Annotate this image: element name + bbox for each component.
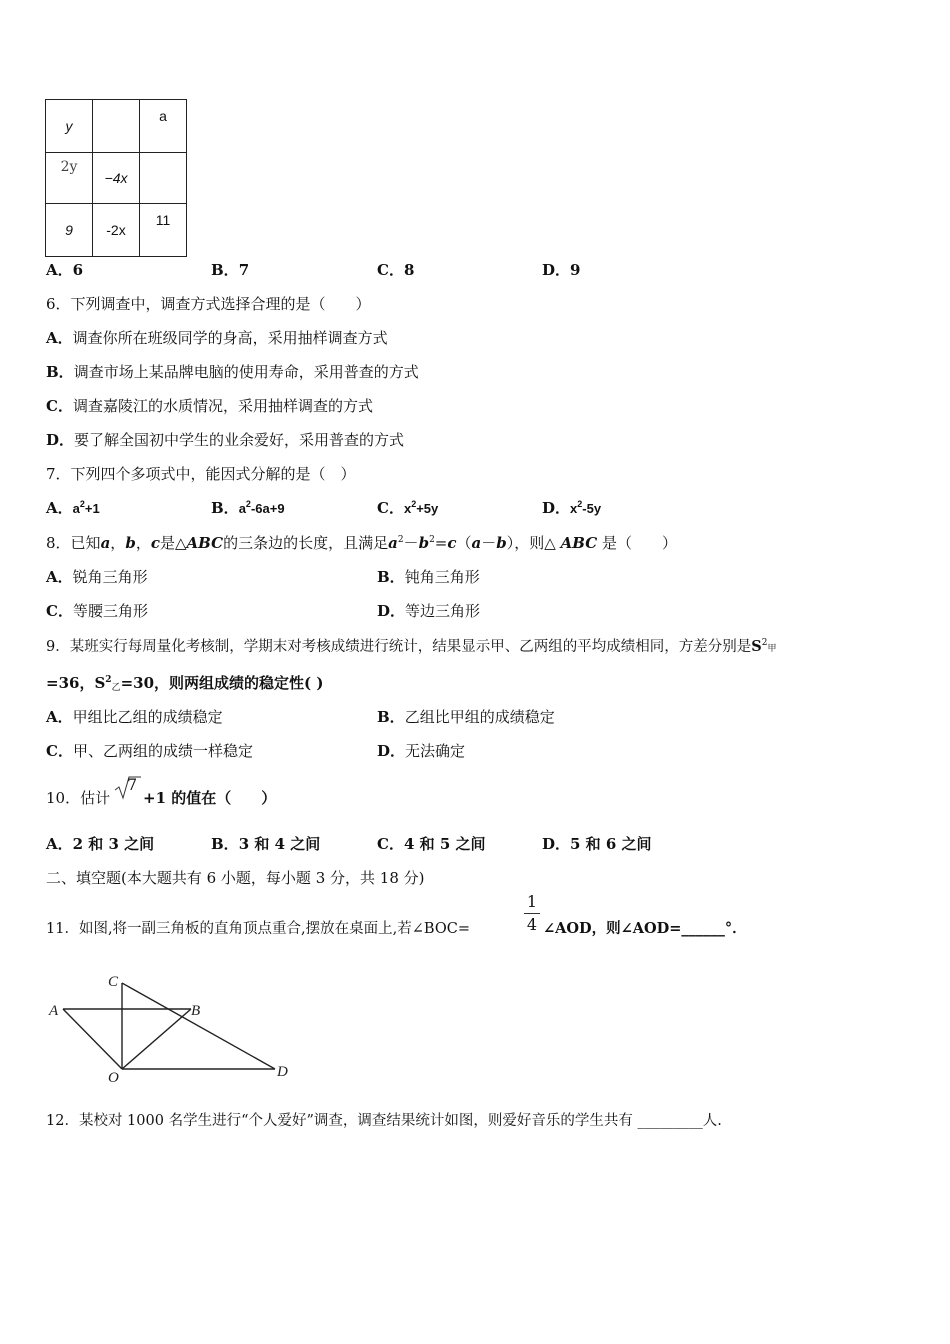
grid-cell: −4x: [93, 153, 140, 204]
sqrt-radicand: 7: [127, 775, 138, 794]
q7-stem: 7．下列四个多项式中，能因式分解的是（ ）: [46, 465, 356, 483]
grid-cell: [140, 153, 187, 204]
q11-stem-post: ∠AOD，则∠AOD=______°．: [543, 920, 747, 937]
label-B: B: [191, 1003, 201, 1019]
label-O: O: [108, 1070, 119, 1086]
q6-option-d: D．要了解全国初中学生的业余爱好，采用普查的方式: [46, 431, 405, 449]
section-heading: 二、填空题(本大题共有 6 小题，每小题 3 分，共 18 分): [46, 869, 425, 887]
grid-cell: 11: [140, 204, 187, 257]
grid-cell: a: [140, 100, 187, 153]
grid-cell: -2x: [93, 204, 140, 257]
grid-cell: 2y: [46, 153, 93, 204]
q8-stem: 8．已知a，b，c是△ABC的三条边的长度，且满足$a^2-b^2=c(a-b)$，则△ ABC 是（ ）: [46, 534, 677, 552]
q6-option-c: C．调查嘉陵江的水质情况，采用抽样调查的方式: [46, 397, 373, 415]
q10-stem-post: +1 的值在（ ）: [143, 789, 277, 807]
label-D: D: [277, 1064, 288, 1080]
option-letter: B．: [211, 261, 239, 279]
q11-stem-pre: 11．如图,将一副三角板的直角顶点重合,摆放在桌面上,若∠BOC=: [46, 921, 470, 937]
option-text: 9: [570, 261, 581, 279]
q6-option-b: B．调查市场上某品牌电脑的使用寿命，采用普查的方式: [46, 363, 419, 381]
segment-CD: [122, 983, 275, 1069]
grid-cell: [93, 100, 140, 153]
q6-option-a: A．调查你所在班级同学的身高，采用抽样调查方式: [46, 329, 388, 347]
segment-OB: [122, 1009, 191, 1069]
grid-cell: y: [46, 100, 93, 153]
option-text: 6: [72, 261, 84, 279]
triangle-figure: [45, 968, 305, 1088]
option-letter: C．: [377, 261, 404, 279]
option-letter: A．: [46, 261, 73, 279]
q6-stem: 6．下列调查中，调查方式选择合理的是（ ）: [46, 295, 371, 313]
option-letter: D．: [542, 261, 571, 279]
q9-stem-line1: 9．某班实行每周量化考核制，学期末对考核成绩进行统计，结果显示甲、乙两组的平均成绩相同，方差分别是$S^2$甲: [46, 638, 777, 655]
fraction-one-quarter: 1 4: [524, 893, 540, 934]
q10-stem: 10．估计: [46, 789, 111, 807]
grid-cell: 9: [46, 204, 93, 257]
option-text: 7: [238, 261, 250, 279]
label-C: C: [108, 974, 119, 990]
segment-AO: [63, 1009, 122, 1069]
q9-stem-line2: =36，$S^2_乙=30$，则两组成绩的稳定性( ): [46, 674, 324, 693]
option-text: 8: [403, 261, 415, 279]
label-A: A: [49, 1003, 59, 1019]
q12-stem: 12．某校对 1000 名学生进行“个人爱好”调查，调查结果统计如图，则爱好音乐的学生共有 _________人.: [46, 1113, 722, 1129]
number-grid: [45, 99, 187, 257]
